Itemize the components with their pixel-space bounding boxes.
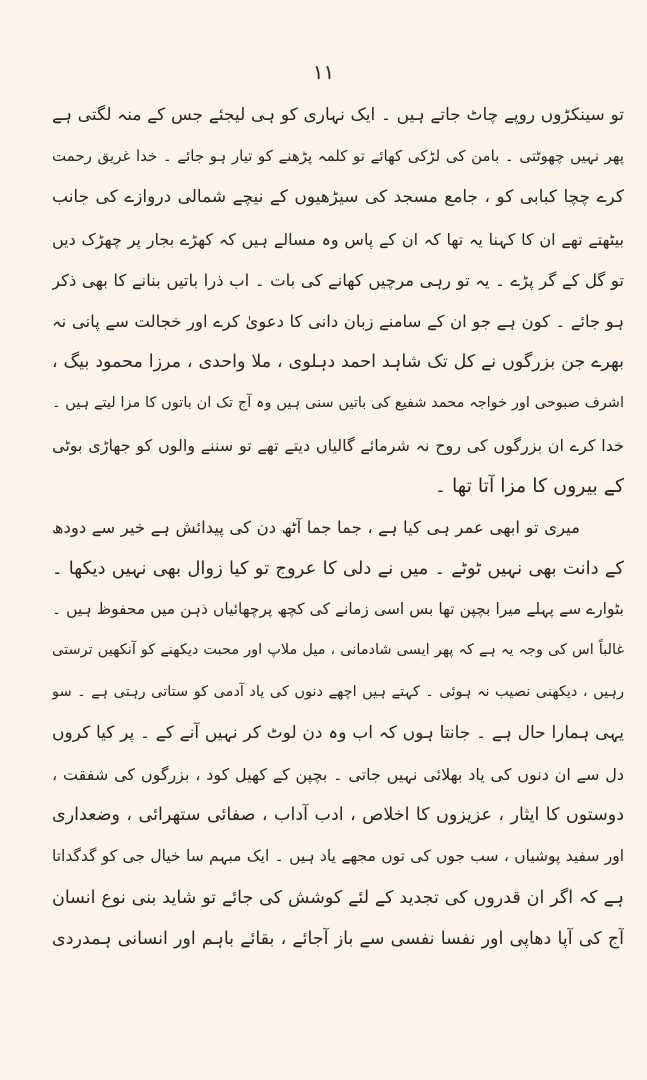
text-line: ہو جائے ۔ کون ہے جو ان کے سامنے زبان دانی کا دعویٰ کرے اور خجالت سے پانی نہ	[52, 311, 624, 331]
text-line: رہیں ، دیکھنی نصیب نہ ہوئی ۔ کہتے ہیں اچھے دنوں کی یاد آدمی کو ستاتی رہتی ہے ۔ سو	[52, 683, 624, 700]
text-line: کے دانت بھی نہیں ٹوٹے ۔ میں نے دلی کا عروج تو کیا زوال بھی نہیں دیکھا ۔	[52, 558, 624, 580]
text-line: یہی ہمارا حال ہے ۔ جانتا ہوں کہ اب وہ دن لوٹ کر نہیں آنے کے ۔ پر کیا کروں	[52, 722, 624, 743]
text-line: تو گل کے گر پڑے ۔ یہ تو رہی مرچیں کھانے کی بات ۔ اب ذرا باتیں بنانے کا بھی ذکر	[52, 270, 624, 290]
text-line: خدا کرے ان بزرگوں کی روح نہ شرمائے گالیاں دیتے تھے تو سننے والوں کو جھاڑی بوٹی	[52, 435, 624, 455]
page-number: ۱۱	[312, 60, 335, 84]
text-line: اشرف صبوحی اور خواجہ محمد شفیع کی باتیں سنی ہیں وہ آج تک ان باتوں کا مزا لیتے ہیں ۔	[52, 395, 624, 412]
text-line: اور سفید پوشیاں ، سب جوں کی توں مجھے یاد ہیں ۔ ایک مبہم سا خیال جی کو گدگداتا	[52, 847, 624, 866]
text-line: کرے چچا کبابی کو ، جامع مسجد کی سیڑھیوں کے نیچے شمالی دروازے کی جانب	[52, 187, 624, 208]
text-line: دوستوں کا ایثار ، عزیزوں کا اخلاص ، ادب آداب ، صفائی ستھرائی ، وضعداری	[52, 805, 624, 826]
text-line: آج کی آپا دھاپی اور نفسا نفسی سے باز آجائے ، بقائے باہم اور انسانی ہمدردی	[52, 928, 624, 949]
text-line: دل سے ان دنوں کی یاد بھلائی نہیں جاتی ۔ بچپن کے کھیل کود ، بزرگوں کی شفقت ،	[52, 765, 624, 784]
text-line: ہے کہ اگر ان قدروں کی تجدید کے لئے کوشش کی جائے تو شاید بنی نوع انسان	[52, 887, 624, 908]
text-line: کے بیروں کا مزا آتا تھا ۔	[434, 474, 624, 497]
text-line: تو سینکڑوں روپے چاٹ جاتے ہیں ۔ ایک نہاری کو ہی لیجئے جس کے منہ لگتی ہے	[52, 105, 624, 125]
text-line: بٹوارے سے پہلے میرا بچپن تھا بس اسی زمانے کی کچھ پرچھائیاں ذہن میں محفوظ ہیں ۔	[52, 600, 624, 619]
text-line: بیٹھتے تھے ان کا کہنا یہ تھا کہ ان کے پاس وہ مسالے ہیں کہ کھڑے بجار پر چھڑک دیں	[52, 229, 624, 249]
text-line: میری تو ابھی عمر ہی کیا ہے ، جما جما آٹھ دن کی پیدائش ہے خیر سے دودھ	[52, 517, 580, 537]
page-body-text	[52, 95, 624, 960]
text-line: غالباً اس کی وجہ یہ ہے کہ پھر ایسی شادمانی ، میل ملاپ اور محبت دیکھنے کو آنکھیں ترستی	[52, 642, 624, 659]
text-line: بھرے جن بزرگوں نے کل تک شاہد احمد دہلوی ، ملا واحدی ، مرزا محمود بیگ ،	[52, 352, 624, 373]
text-line: پھر نہیں چھوٹتی ۔ بامن کی لڑکی کھائے تو کلمہ پڑھنے کو تیار ہو جائے ۔ خدا غریق رحمت	[52, 147, 624, 166]
